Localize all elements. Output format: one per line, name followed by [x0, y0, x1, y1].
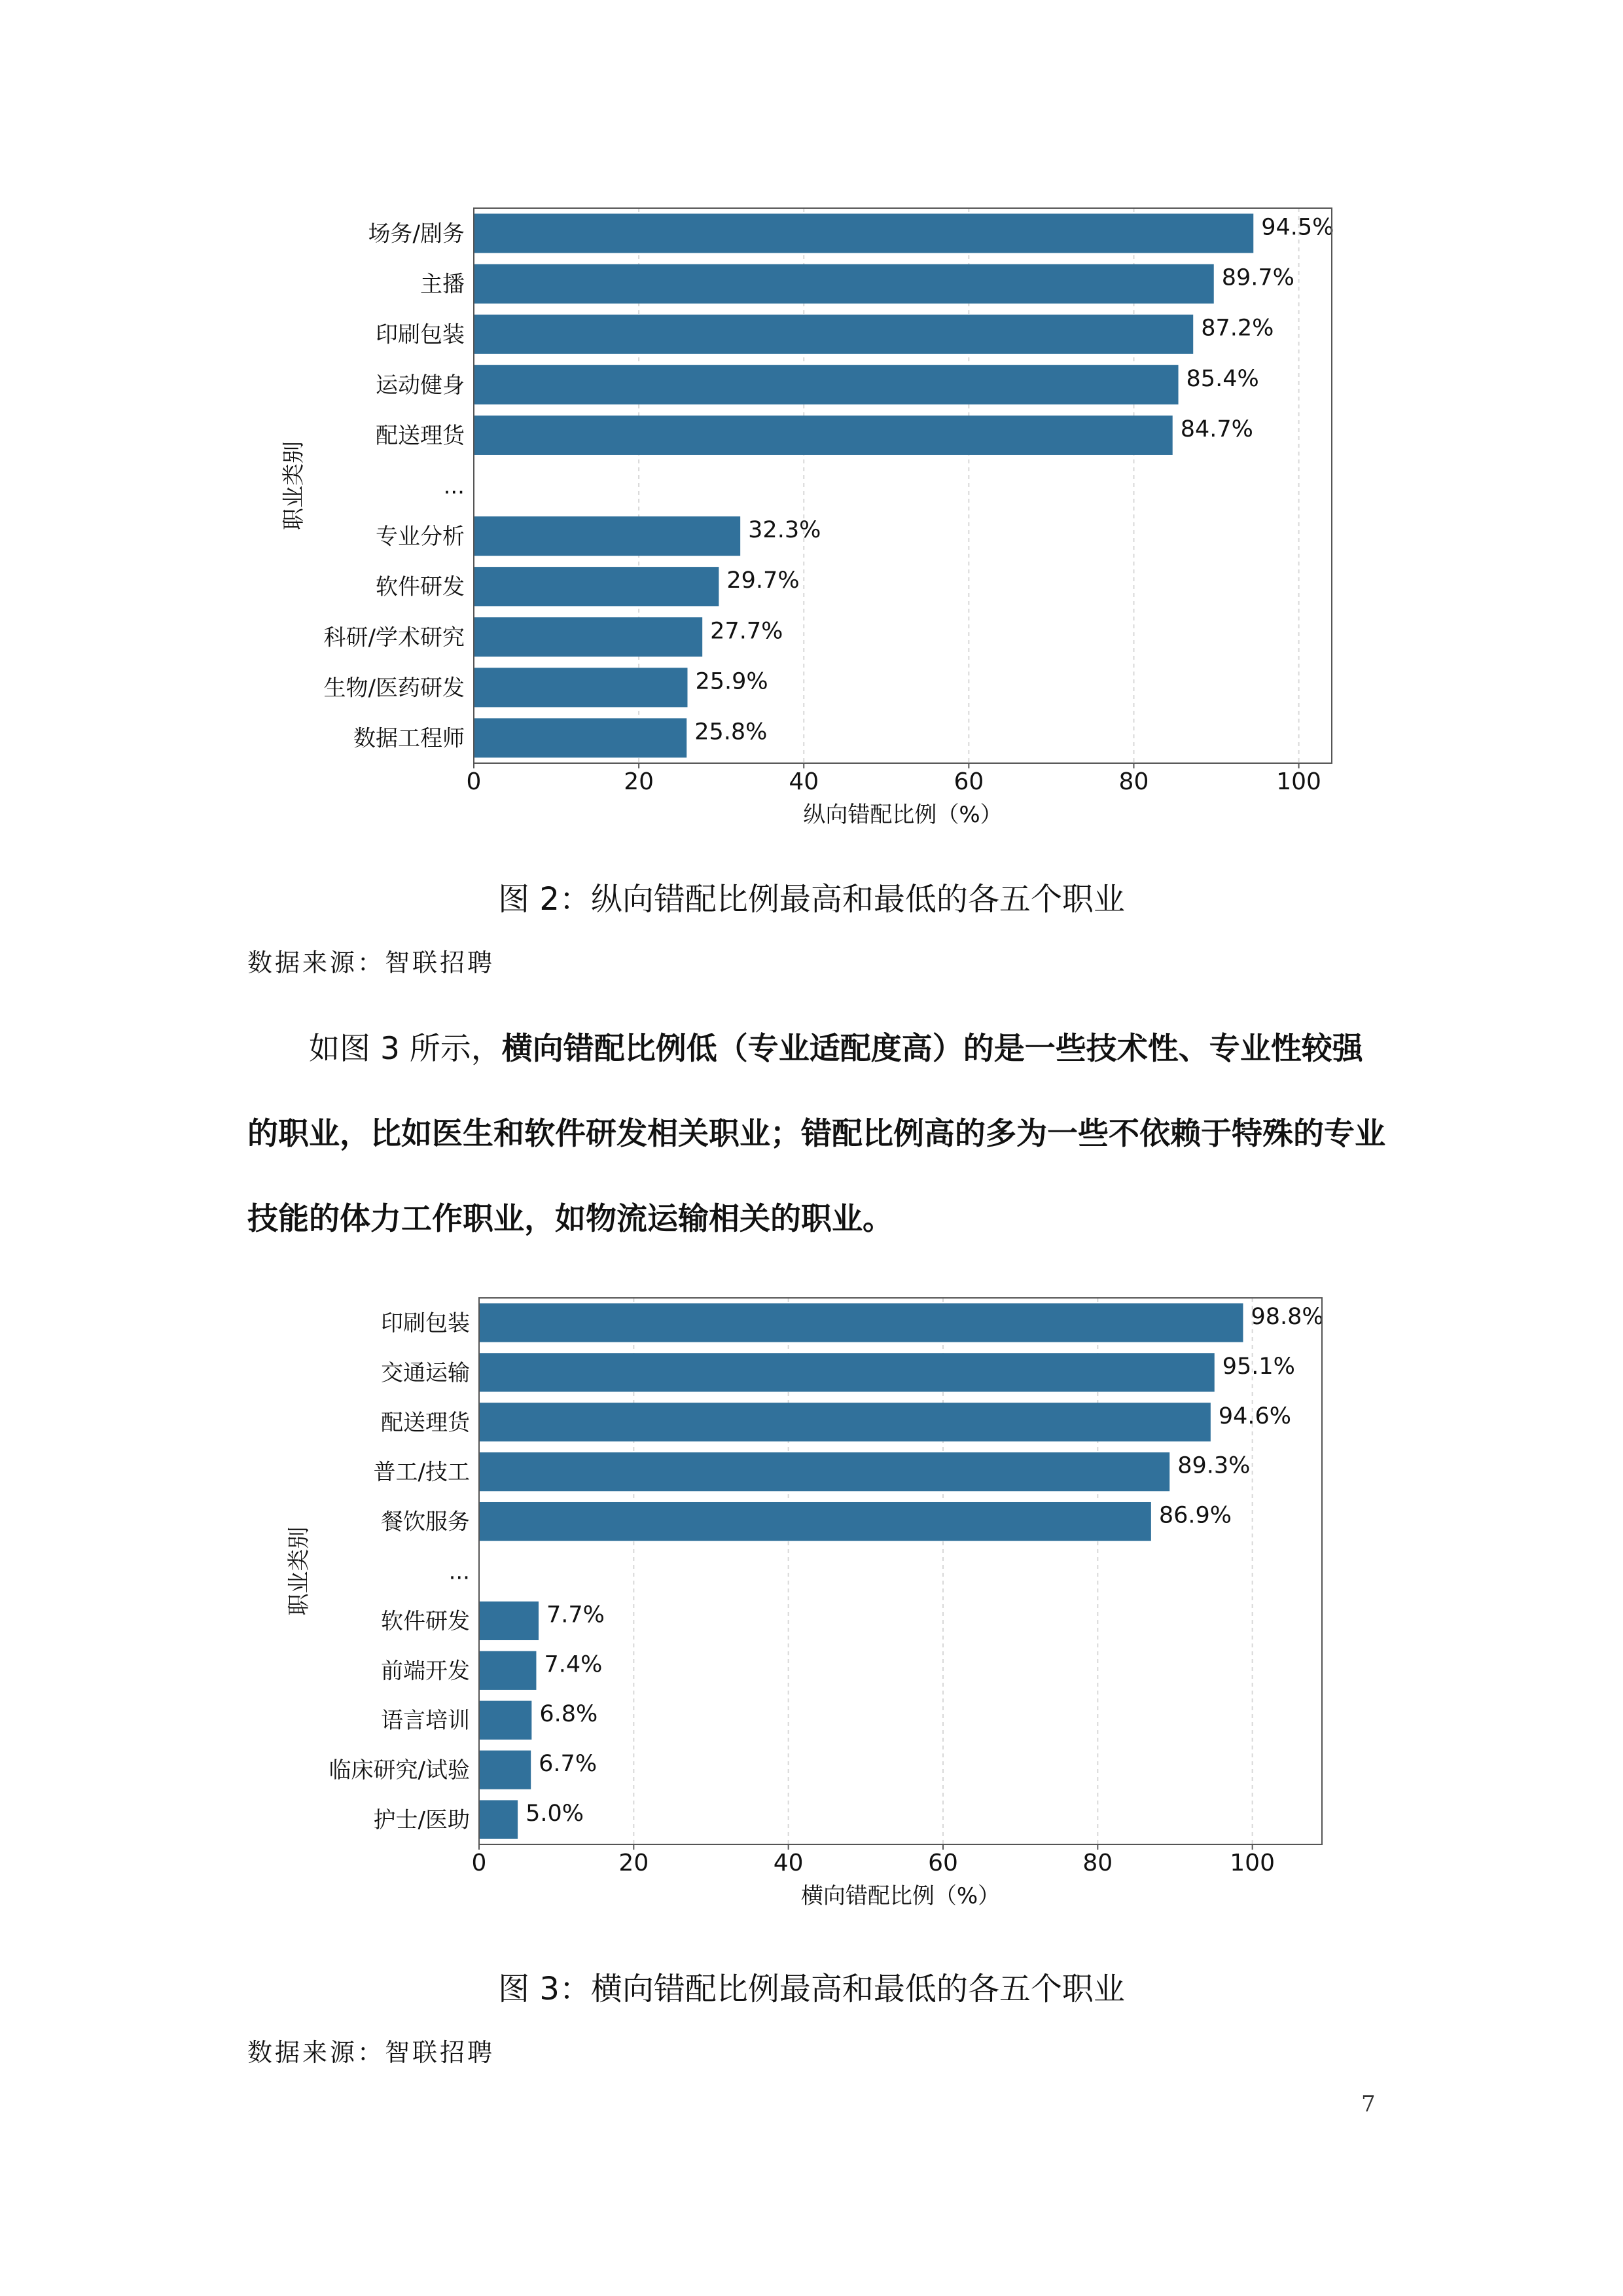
x-tick-label: 80: [1082, 1850, 1113, 1876]
category-label: 临床研究/试验: [329, 1757, 470, 1784]
chart-horizontal-mismatch: [0, 1276, 1623, 1944]
value-label: 85.4%: [1186, 365, 1259, 392]
category-label: 场务/剧务: [368, 221, 465, 247]
bar: [474, 365, 1179, 404]
category-label: 主播: [420, 271, 465, 298]
value-label: 29.7%: [726, 567, 800, 594]
value-label: 89.3%: [1177, 1452, 1251, 1479]
figure-2-caption: 图 2：纵向错配比例最高和最低的各五个职业: [498, 881, 1125, 918]
value-label: 95.1%: [1222, 1353, 1295, 1380]
value-label: 5.0%: [526, 1801, 584, 1827]
bar: [479, 1303, 1243, 1342]
category-label: 生物/医药研发: [323, 675, 465, 702]
y-axis-title: 职业类别: [286, 1526, 312, 1616]
figure-3-source: 数据来源：智联招聘: [247, 2038, 495, 2067]
x-tick-label: 60: [928, 1850, 958, 1876]
category-label: 软件研发: [376, 574, 465, 601]
category-label: 科研/学术研究: [323, 624, 465, 651]
bar: [479, 1602, 539, 1640]
value-label: 25.8%: [694, 719, 768, 745]
x-tick-label: 80: [1118, 768, 1149, 795]
value-label: 84.7%: [1180, 416, 1253, 442]
category-label: 运动健身: [376, 372, 465, 399]
x-tick-label: 60: [954, 768, 984, 795]
category-label: ...: [448, 1558, 470, 1585]
category-label: 数据工程师: [353, 725, 465, 752]
bar: [474, 213, 1253, 253]
x-tick-label: 100: [1230, 1850, 1275, 1876]
x-tick-label: 0: [471, 1850, 487, 1876]
category-label: 交通运输: [381, 1359, 470, 1386]
value-label: 32.3%: [748, 517, 821, 544]
category-label: 印刷包装: [381, 1310, 470, 1336]
category-label: 餐饮服务: [381, 1509, 470, 1535]
x-tick-label: 40: [773, 1850, 804, 1876]
bar: [479, 1403, 1211, 1441]
value-label: 94.6%: [1218, 1403, 1292, 1429]
value-label: 25.9%: [695, 668, 768, 695]
category-label: 前端开发: [381, 1658, 470, 1685]
category-label: 护士/医助: [373, 1807, 470, 1834]
value-label: 86.9%: [1158, 1502, 1232, 1529]
bar: [479, 1800, 518, 1839]
bar: [479, 1502, 1151, 1541]
bar: [474, 718, 687, 757]
value-label: 6.8%: [539, 1701, 598, 1728]
figure-3-caption: 图 3：横向错配比例最高和最低的各五个职业: [498, 1971, 1125, 2007]
value-label: 6.7%: [539, 1751, 597, 1778]
bar: [474, 668, 687, 707]
figure-2-source: 数据来源：智联招聘: [247, 948, 495, 977]
bar: [479, 1701, 531, 1740]
x-tick-label: 100: [1276, 768, 1321, 795]
category-label: 配送理货: [381, 1409, 470, 1436]
bar: [474, 416, 1173, 455]
chart-vertical-mismatch: [0, 183, 1623, 851]
x-tick-label: 40: [789, 768, 819, 795]
category-label: ...: [443, 473, 465, 499]
value-label: 27.7%: [710, 618, 783, 645]
bar: [474, 567, 719, 606]
value-label: 7.7%: [546, 1602, 605, 1628]
category-label: 印刷包装: [376, 321, 465, 348]
x-tick-label: 20: [618, 1850, 649, 1876]
value-label: 87.2%: [1201, 315, 1274, 342]
bar: [479, 1651, 536, 1690]
value-label: 7.4%: [544, 1651, 603, 1678]
paragraph-prefix: 如图 3 所示，: [309, 1031, 502, 1067]
x-tick-label: 20: [624, 768, 654, 795]
page-number: 7: [1361, 2091, 1376, 2117]
bar: [479, 1452, 1169, 1491]
x-axis-title: 横向错配比例（%）: [800, 1883, 1001, 1909]
category-label: 软件研发: [381, 1608, 470, 1635]
y-axis-title: 职业类别: [281, 441, 307, 530]
bar: [474, 264, 1214, 304]
value-label: 98.8%: [1251, 1303, 1324, 1330]
paragraph-bold-text: 横向错配比例低（专业适配度高）的是一些技术性、专业性较强的职业，比如医生和软件研发相关职业；错配比例高的多为一些不依赖于特殊的专业技能的体力工作职业，如物流运输相关的职业。: [247, 1031, 1385, 1237]
category-label: 配送理货: [376, 422, 465, 449]
x-tick-label: 0: [466, 768, 482, 795]
bar: [479, 1751, 531, 1789]
value-label: 89.7%: [1221, 264, 1294, 291]
bar: [479, 1353, 1215, 1391]
bar: [474, 617, 702, 656]
body-paragraph: [247, 1007, 1391, 1262]
category-label: 普工/技工: [373, 1459, 470, 1486]
bar: [474, 516, 740, 556]
bar: [474, 315, 1193, 354]
category-label: 语言培训: [381, 1708, 470, 1734]
x-axis-title: 纵向错配比例（%）: [803, 802, 1003, 828]
value-label: 94.5%: [1261, 214, 1334, 241]
category-label: 专业分析: [376, 524, 465, 550]
